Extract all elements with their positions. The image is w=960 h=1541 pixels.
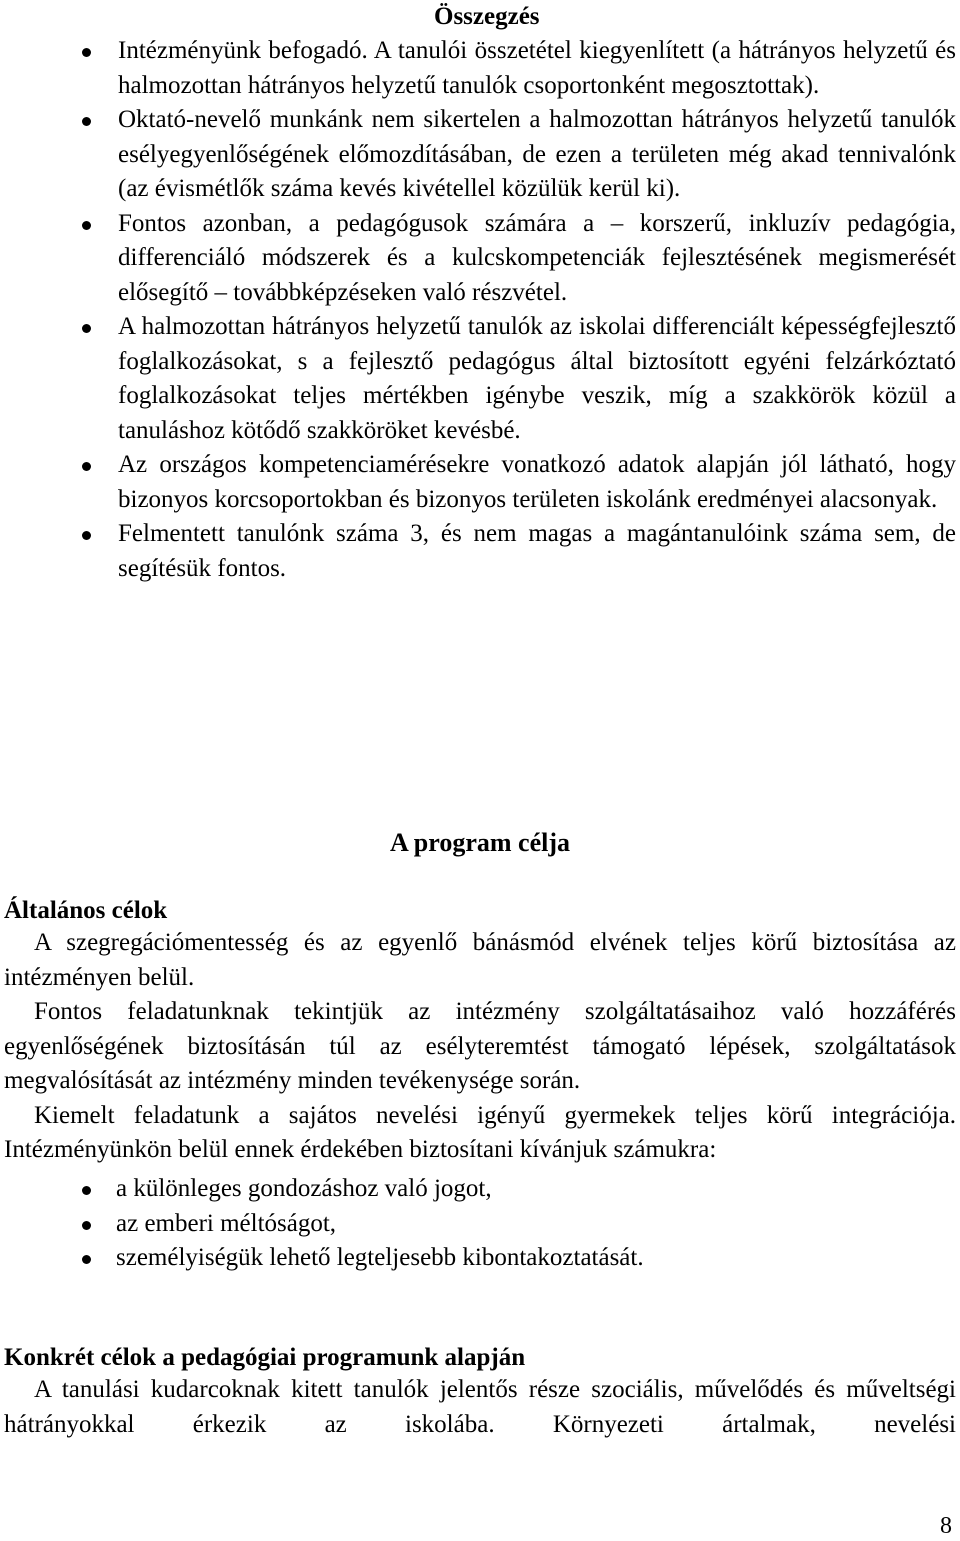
list-item	[118, 34, 956, 103]
program-title: A program célja	[389, 828, 571, 857]
bullet-icon	[82, 531, 91, 540]
general-goals-heading: Általános célok	[4, 897, 168, 924]
bullet-icon	[82, 1255, 91, 1264]
bullet-icon	[82, 1221, 91, 1230]
bullet-icon	[82, 1186, 91, 1195]
rights-list	[116, 1172, 896, 1276]
bullet-icon	[82, 462, 91, 471]
summary-list	[118, 34, 956, 586]
list-item	[118, 103, 956, 207]
general-goals-text	[4, 926, 956, 1168]
bullet-icon	[82, 324, 91, 333]
list-item	[116, 1241, 896, 1276]
list-item-text: személyiségük lehető legteljesebb kibontakoztatását.	[116, 1244, 644, 1271]
concrete-goals-heading: Konkrét célok a pedagógiai programunk alapján	[4, 1344, 526, 1371]
summary-heading: Összegzés	[434, 3, 540, 30]
bullet-icon	[82, 48, 91, 57]
list-item	[116, 1207, 896, 1242]
concrete-goals-text: A tanulási kudarcoknak kitett tanulók jelentős része szociális, művelődés és műveltségi hátrányokkal érkezik az iskolába. Környezeti ártalmak, nevelési	[4, 1376, 956, 1438]
list-item	[116, 1172, 896, 1207]
list-item-text: Az országos kompetenciamérésekre vonatkozó adatok alapján jól látható, hogy bizonyos korcsoportokban és bizonyos területen iskolánk eredményei alacsonyak.	[118, 451, 956, 513]
list-item	[118, 448, 956, 517]
list-item-text: Felmentett tanulónk száma 3, és nem magas a magántanulóink száma sem, de segítésük fontos.	[118, 520, 956, 582]
paragraph: A szegregációmentesség és az egyenlő bánásmód elvének teljes körű biztosítása az intézményen belül.	[4, 929, 956, 991]
list-item-text: a különleges gondozáshoz való jogot,	[116, 1175, 492, 1202]
bullet-icon	[82, 221, 91, 230]
bullet-icon	[82, 117, 91, 126]
list-item	[118, 310, 956, 448]
page-number: 8	[940, 1513, 952, 1539]
list-item	[118, 207, 956, 311]
list-item	[118, 517, 956, 586]
list-item-text: Oktató-nevelő munkánk nem sikertelen a halmozottan hátrányos helyzetű tanulók esélyegyenlőségének előmozdításában, de ezen a területen még akad tennivalónk (az évismétlők száma kevés kivétellel közülük kerül ki).	[118, 106, 956, 202]
list-item-text: az emberi méltóságot,	[116, 1209, 337, 1237]
paragraph: Fontos feladatunknak tekintjük az intézmény szolgáltatásaihoz való hozzáférés egyenlőségének biztosításán túl az esélyteremtést támogató lépések, szolgáltatások megvalósítását az intézmény minden tevékenysége során.	[4, 998, 956, 1094]
list-item-text: Fontos azonban, a pedagógusok számára a – korszerű, inkluzív pedagógia, differenciáló módszerek és a kulcskompetenciák fejlesztésének megismerését elősegítő – továbbképzéseken való részvétel.	[118, 209, 956, 306]
paragraph: Kiemelt feladatunk a sajátos nevelési igényű gyermekek teljes körű integrációja. Intézményünkön belül ennek érdekében biztosítani kívánjuk számukra:	[4, 1101, 956, 1163]
list-item-text: A halmozottan hátrányos helyzetű tanulók az iskolai differenciált képességfejlesztő foglalkozásokat, s a fejlesztő pedagógus által biztosított egyéni felzárkóztató foglalkozásokat teljes mértékben igénybe veszik, míg a szakkörök közül a tanuláshoz kötődő szakköröket kevésbé.	[118, 313, 956, 444]
list-item-text: Intézményünk befogadó. A tanulói összetétel kiegyenlített (a hátrányos helyzetű és halmozottan hátrányos helyzetű tanulók csoportonként megosztottak).	[118, 37, 956, 99]
